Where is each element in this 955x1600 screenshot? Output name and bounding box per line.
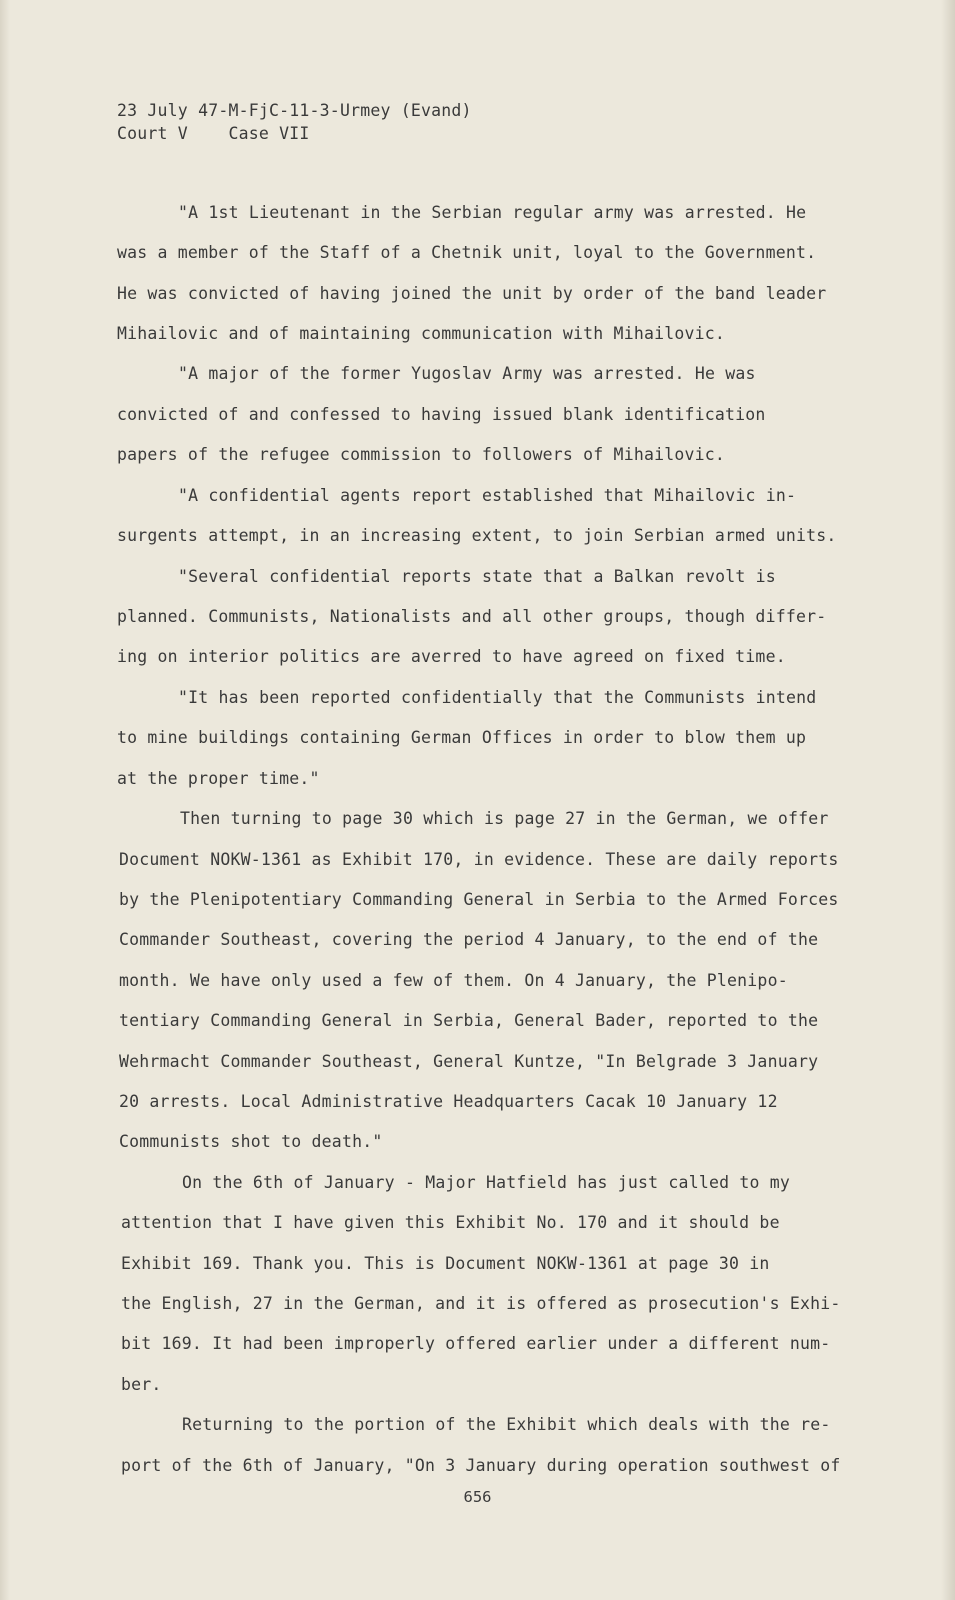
text-line: 20 arrests. Local Administrative Headquarters Cacak 10 January 12 (119, 1092, 778, 1111)
text-line: convicted of and confessed to having issued blank identification (117, 405, 766, 424)
text-line: the English, 27 in the German, and it is offered as prosecution's Exhi- (121, 1294, 841, 1313)
text-line: Exhibit 169. Thank you. This is Document NOKW-1361 at page 30 in (121, 1254, 770, 1273)
text-line: surgents attempt, in an increasing extent, to join Serbian armed units. (117, 526, 837, 545)
text-line: at the proper time." (117, 769, 320, 788)
text-line: Then turning to page 30 which is page 27 in the German, we offer (180, 809, 829, 828)
text-line: Document NOKW-1361 as Exhibit 170, in evidence. These are daily reports (119, 850, 839, 869)
text-line: Communists shot to death." (119, 1132, 383, 1151)
text-line: Commander Southeast, covering the period 4 January, to the end of the (119, 930, 819, 949)
text-line: was a member of the Staff of a Chetnik unit, loyal to the Government. (117, 243, 817, 262)
text-line: "Several confidential reports state that a Balkan revolt is (178, 567, 776, 586)
page-edge-left (0, 0, 10, 1600)
text-line: bit 169. It had been improperly offered earlier under a different num- (121, 1334, 831, 1353)
text-line: He was convicted of having joined the unit by order of the band leader (117, 284, 827, 303)
text-line: ber. (121, 1375, 162, 1394)
text-line: by the Plenipotentiary Commanding General in Serbia to the Armed Forces (119, 890, 839, 909)
text-line: "It has been reported confidentially that the Communists intend (178, 688, 817, 707)
text-line: to mine buildings containing German Offices in order to blow them up (117, 728, 807, 747)
text-line: ing on interior politics are averred to have agreed on fixed time. (117, 647, 786, 666)
header-court-case-line: Court V Case VII (117, 124, 310, 143)
header-reference-line: 23 July 47-M-FjC-11-3-Urmey (Evand) (117, 101, 472, 120)
text-line: Wehrmacht Commander Southeast, General Kuntze, "In Belgrade 3 January (119, 1052, 819, 1071)
text-line: Returning to the portion of the Exhibit which deals with the re- (182, 1415, 831, 1434)
text-line: "A major of the former Yugoslav Army was arrested. He was (178, 364, 756, 383)
text-line: "A confidential agents report established that Mihailovic in- (178, 486, 797, 505)
text-line: tentiary Commanding General in Serbia, General Bader, reported to the (119, 1011, 819, 1030)
page-edge-right (941, 0, 955, 1600)
text-line: port of the 6th of January, "On 3 January during operation southwest of (121, 1456, 841, 1475)
text-line: attention that I have given this Exhibit No. 170 and it should be (121, 1213, 780, 1232)
text-line: On the 6th of January - Major Hatfield has just called to my (182, 1173, 791, 1192)
text-line: Mihailovic and of maintaining communication with Mihailovic. (117, 324, 726, 343)
text-line: month. We have only used a few of them. On 4 January, the Plenipo- (119, 971, 788, 990)
page-number: 656 (463, 1488, 492, 1506)
text-line: planned. Communists, Nationalists and all other groups, though differ- (117, 607, 827, 626)
text-line: papers of the refugee commission to followers of Mihailovic. (117, 445, 726, 464)
text-line: "A 1st Lieutenant in the Serbian regular army was arrested. He (178, 203, 807, 222)
